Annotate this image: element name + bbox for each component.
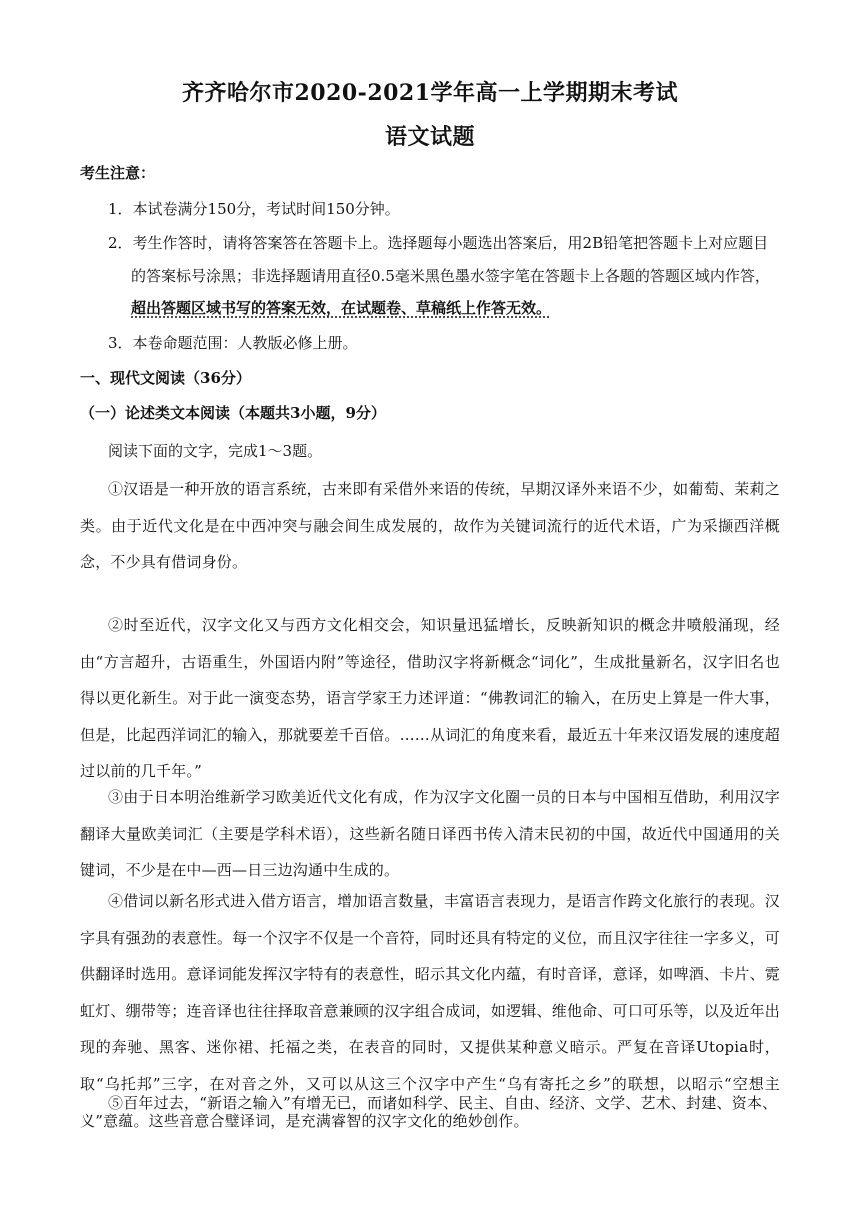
passage-paragraph-3: ③由于日本明治维新学习欧美近代文化有成，作为汉字文化圈一员的日本与中国相互借助，利用汉字翻译大量欧美词汇（主要是学科术语），这些新名随日译西书传入清末民初的中国，故近代中国通用的关键词，不少是在中—西—日三边沟通中生成的。 (80, 788, 780, 880)
notice-heading: 考生注意： (80, 164, 156, 182)
notice-item-1: 1．本试卷满分150分，考试时间150分钟。 (108, 200, 400, 218)
reading-instruction: 阅读下面的文字，完成1～3题。 (108, 442, 323, 460)
passage-paragraph-1: ①汉语是一种开放的语言系统，古来即有采借外来语的传统，早期汉译外来语不少，如葡萄、茉莉之类。由于近代文化是在中西冲突与融会间生成发展的，故作为关键词流行的近代术语，广为采撷西洋概念，不少具有借词身份。 (80, 480, 780, 572)
notice-item-2-line-2: 的答案标号涂黑；非选择题请用直径0.5毫米黑色墨水签字笔在答题卡上各题的答题区域内作答， (131, 267, 770, 285)
exam-title: 齐齐哈尔市2020-2021学年高一上学期期末考试 (181, 80, 679, 106)
notice-item-2-emphasis: 超出答题区域书写的答案无效，在试题卷、草稿纸上作答无效。 (131, 299, 552, 317)
passage-paragraph-4: ④借词以新名形式进入借方语言，增加语言数量，丰富语言表现力，是语言作跨文化旅行的表现。汉字具有强劲的表意性。每一个汉字不仅是一个音符，同时还具有特定的义位，而且汉字往往一字多义，可供翻译时选用。意译词能发挥汉字特有的表意性，昭示其文化内蕴，有时音译，意译，如啤酒、卡片、霓虹灯、绷带等；连音译也往往择取音意兼顾的汉字组合成词，如逻辑、维他命、可口可乐等，以及近年出现的奔驰、黑客、迷你裙、托福之类，在表音的同时，又提供某种意义暗示。严复在音译Utopia时，取“乌托邦”三字，在对音之外，又可以从这三个汉字中产生“乌有寄托之乡”的联想，以昭示“空想主义”意蕴。这些音意合璧译词，是充满睿智的汉字文化的绝妙创作。 (80, 892, 780, 1130)
passage-paragraph-2: ②时至近代，汉字文化又与西方文化相交会，知识量迅猛增长，反映新知识的概念井喷般涌现，经由“方言超升，古语重生，外国语内附”等途径，借助汉字将新概念“词化”，生成批量新名，汉字旧名也得以更化新生。对于此一演变态势，语言学家王力述评道：“佛教词汇的输入，在历史上算是一件大事，但是，比起西洋词汇的输入，那就要差千百倍。……从词汇的角度来看，最近五十年来汉语发展的速度超过以前的几千年。” (80, 616, 780, 781)
passage-paragraph-5: ⑤百年过去，“新语之输入”有增无已，而诸如科学、民主、自由、经济、文学、艺术、封建、资本、 (108, 1094, 778, 1112)
subsection-heading: （一）论述类文本阅读（本题共3小题，9分） (80, 404, 386, 422)
notice-item-2-line-1: 2．考生作答时，请将答案答在答题卡上。选择题每小题选出答案后，用2B铅笔把答题卡上对应题目 (108, 234, 769, 252)
exam-subtitle: 语文试题 (384, 124, 475, 150)
section-heading: 一、现代文阅读（36分） (80, 369, 251, 387)
notice-item-3: 3．本卷命题范围：人教版必修上册。 (108, 334, 358, 352)
